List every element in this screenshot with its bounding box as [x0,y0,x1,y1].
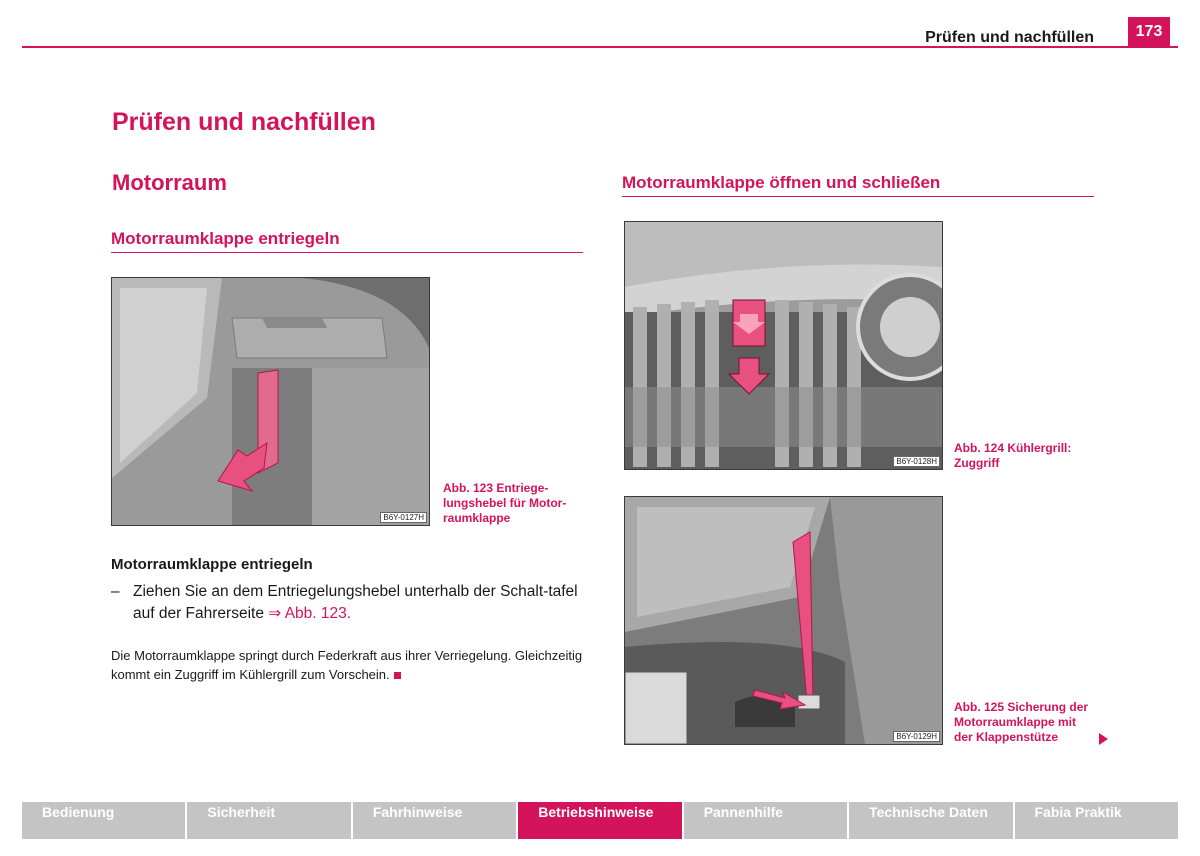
figure-reference-link[interactable]: ⇒ Abb. 123. [268,605,352,622]
footer-nav [22,802,1178,839]
subheading-unlock-bonnet: Motorraumklappe entriegeln [111,229,583,253]
subheading-open-close-bonnet: Motorraumklappe öffnen und schließen [622,173,1094,197]
figure-caption: Abb. 124 Kühlergrill: Zuggriff [954,441,1072,470]
nav-tab-pannenhilfe[interactable]: Pannenhilfe [684,802,847,839]
figure-caption: Abb. 125 Sicherung der Motorraumklappe mit der Klappenstütze [954,700,1089,744]
figure-release-lever [111,277,430,526]
grille-illustration [625,222,942,469]
body-heading: Motorraumklappe entriegeln [111,556,313,573]
figure-code: B6Y-0129H [893,731,940,742]
page-title: Prüfen und nachfüllen [112,108,376,136]
nav-tab-bedienung[interactable]: Bedienung [22,802,185,839]
bonnet-stay-illustration [625,497,942,744]
nav-tab-fahrhinweise[interactable]: Fahrhinweise [353,802,516,839]
figure-bonnet-stay [624,496,943,745]
section-title: Motorraum [112,170,227,195]
step-text: Ziehen Sie an dem Entriegelungshebel unterhalb der Schalt-tafel auf der Fahrerseite [133,583,578,622]
running-header-title: Prüfen und nachfüllen [925,29,1094,46]
release-lever-illustration [112,278,429,525]
end-of-section-mark [394,672,401,679]
figure-code: B6Y-0127H [380,512,427,523]
step-dash: – [111,583,120,600]
nav-tab-technische-daten[interactable]: Technische Daten [849,802,1012,839]
continue-arrow-icon [1099,733,1108,745]
figure-code: B6Y-0128H [893,456,940,467]
nav-tab-sicherheit[interactable]: Sicherheit [187,802,350,839]
figure-caption: Abb. 123 Entriege-lungshebel für Motor-raumklappe [443,481,567,525]
nav-tab-betriebshinweise[interactable]: Betriebshinweise [518,802,681,839]
instruction-step [111,581,583,625]
figure-grille-handle [624,221,943,470]
nav-tab-fabia-praktik[interactable]: Fabia Praktik [1015,802,1178,839]
note-text: Die Motorraumklappe springt durch Federkraft aus ihrer Verriegelung. Gleichzeitig kommt ein Zuggriff im Kühlergrill zum Vorschein. [111,648,583,682]
note-paragraph [111,646,583,684]
page-number: 173 [1128,17,1170,47]
